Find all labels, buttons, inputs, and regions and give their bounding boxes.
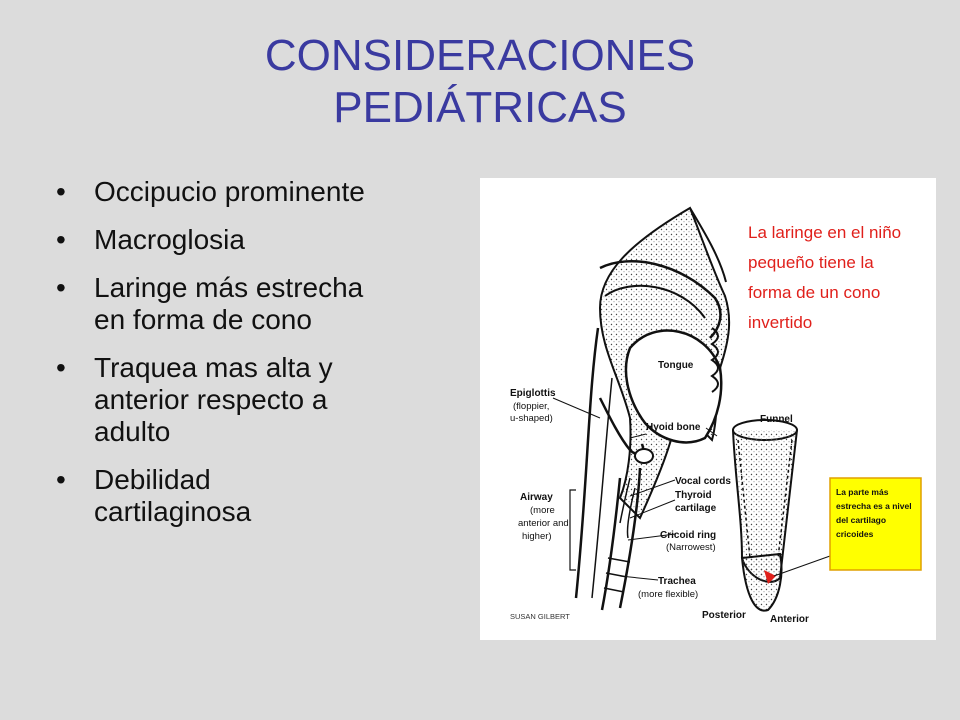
bullet-text: Laringe más estrecha <box>94 272 364 303</box>
bullet-item <box>52 176 462 208</box>
bullet-text: Traquea mas alta y <box>94 352 333 383</box>
trachea-label: Trachea <box>658 576 696 587</box>
title-line-1: CONSIDERACIONES <box>264 31 696 80</box>
red-note-line-3: forma de un cono <box>748 283 881 302</box>
anatomy-drawing <box>480 178 936 640</box>
posterior-label: Posterior <box>702 610 746 621</box>
epiglottis-label: Epiglottis <box>510 388 556 399</box>
yellow-note-line-1: La parte más <box>836 487 889 497</box>
red-note-line-4: invertido <box>748 313 813 332</box>
thyroid-label-2: cartilage <box>675 503 717 514</box>
bullet-dot: • <box>56 272 66 303</box>
credit-label: SUSAN GILBERT <box>510 612 570 621</box>
airway-label: Airway <box>520 492 553 503</box>
cricoid-piece <box>742 554 782 611</box>
pharynx-wall <box>576 328 598 598</box>
hyoid-shape <box>635 449 653 463</box>
yellow-note-line-4: cricoides <box>836 529 874 539</box>
epiglottis-sub1: (floppier, <box>513 401 550 412</box>
thyroid-label-1: Thyroid <box>675 490 712 501</box>
yellow-note-line-3: del cartilago <box>836 515 887 525</box>
bullet-item <box>52 224 462 256</box>
bullet-text: adulto <box>94 416 171 447</box>
bullet-dot: • <box>56 464 66 495</box>
yellow-note-line-2: estrecha es a nivel <box>836 501 912 511</box>
airway-sub2: anterior and <box>518 518 569 529</box>
bullet-text: Debilidad <box>94 464 211 495</box>
red-note-line-1: La laringe en el niño <box>748 223 902 242</box>
airway-anatomy-figure <box>480 178 936 640</box>
bullet-dot: • <box>56 224 66 255</box>
vocal-cords-label: Vocal cords <box>675 476 731 487</box>
cricoid-sub: (Narrowest) <box>666 542 716 553</box>
epiglottis-sub2: u-shaped) <box>510 413 553 424</box>
leader-line <box>553 398 600 418</box>
airway-sub1: (more <box>530 505 555 516</box>
bullet-item <box>52 272 462 336</box>
hyoid-label: Hyoid bone <box>646 422 701 433</box>
bullet-text: Occipucio prominente <box>94 176 365 207</box>
cricoid-label: Cricoid ring <box>660 530 717 541</box>
bullet-text: anterior respecto a <box>94 384 328 415</box>
bullet-text: cartilaginosa <box>94 496 252 527</box>
bullet-item <box>52 352 462 448</box>
bullet-dot: • <box>56 176 66 207</box>
title-line-2: PEDIÁTRICAS <box>333 83 627 132</box>
airway-sub3: higher) <box>522 531 552 542</box>
anterior-label: Anterior <box>770 614 809 625</box>
trachea-sub: (more flexible) <box>638 589 699 600</box>
bullet-text: en forma de cono <box>94 304 312 335</box>
tongue-label: Tongue <box>658 360 694 371</box>
bullet-item <box>52 464 462 528</box>
airway-bracket <box>570 490 576 570</box>
trachea-ring <box>604 588 624 592</box>
slide-title <box>0 30 960 134</box>
bullet-text: Macroglosia <box>94 224 245 255</box>
funnel-label: Funnel <box>760 414 793 425</box>
red-note-line-2: pequeño tiene la <box>748 253 874 272</box>
bullet-dot: • <box>56 352 66 383</box>
bullet-list <box>52 176 462 544</box>
